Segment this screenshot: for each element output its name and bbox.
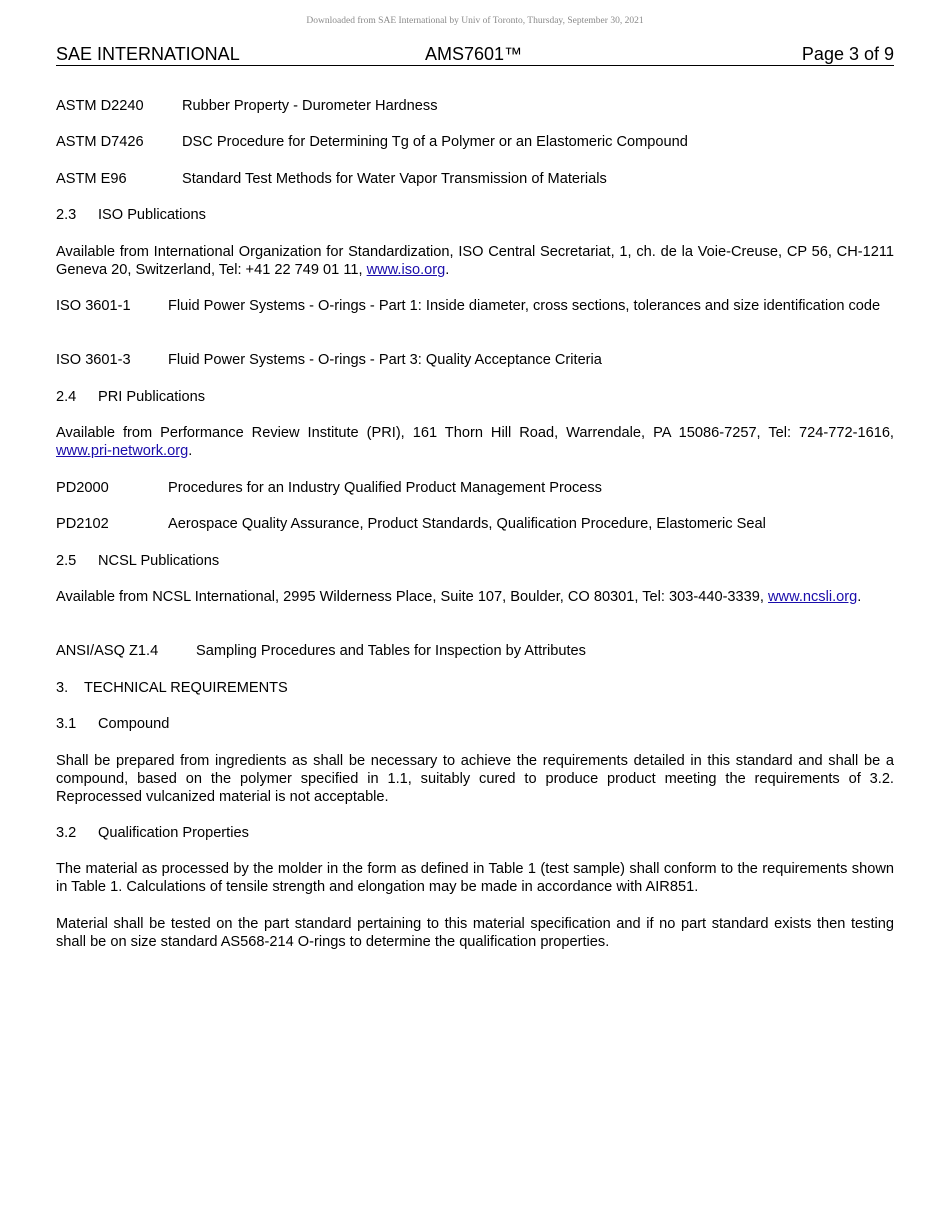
reference-pd2102 (56, 515, 894, 533)
section-number: 3. (56, 680, 69, 696)
section-number: 2.4 (56, 389, 77, 405)
iso-website-link[interactable]: www.iso.org (366, 262, 446, 278)
download-watermark: Downloaded from SAE International by Univ of Toronto, Thursday, September 30, 2021 (306, 16, 644, 26)
reference-code: PD2000 (56, 480, 109, 496)
reference-title: Procedures for an Industry Qualified Product Management Process (168, 480, 602, 496)
qualification-paragraph-1: The material as processed by the molder in the form as defined in Table 1 (test sample) shall conform to the requirements shown in Table 1. Calculations of tensile strength and elongation may be made in accordance with AIR851. (56, 861, 894, 895)
section-title: Qualification Properties (98, 825, 249, 841)
section-heading-qualification-properties (56, 824, 894, 842)
availability-text: Available from International Organization for Standardization, ISO Central Secretariat, 1, ch. de la Voie-Creuse, CP 56, CH-1211 Geneva 20, Switzerland, Tel: +41 22 749 01 11, (56, 244, 894, 278)
qualification-paragraph-2: Material shall be tested on the part standard pertaining to this material specification and if no part standard exists then testing shall be on size standard AS568-214 O-rings to determine the qualification properties. (56, 916, 894, 950)
ncsl-availability-paragraph (56, 588, 894, 606)
reference-pd2000 (56, 479, 894, 497)
section-heading-pri (56, 388, 894, 406)
reference-title: Sampling Procedures and Tables for Inspection by Attributes (196, 643, 586, 659)
section-heading-iso (56, 206, 894, 224)
section-number: 2.5 (56, 553, 77, 569)
reference-code: ASTM D7426 (56, 134, 144, 150)
reference-ansi-asq-z14 (56, 642, 894, 660)
availability-text: Available from NCSL International, 2995 Wilderness Place, Suite 107, Boulder, CO 80301, Tel: 303-440-3339, (56, 589, 769, 605)
section-heading-compound (56, 715, 894, 733)
section-number: 3.1 (56, 716, 77, 732)
page-header (56, 44, 894, 66)
iso-availability-paragraph (56, 243, 894, 279)
reference-title: Rubber Property - Durometer Hardness (182, 98, 438, 114)
reference-title: Fluid Power Systems - O-rings - Part 3: Quality Acceptance Criteria (168, 352, 602, 368)
section-number: 3.2 (56, 825, 77, 841)
period: . (188, 443, 193, 459)
section-heading-technical-requirements (56, 679, 894, 697)
reference-iso-3601-1 (56, 297, 894, 315)
reference-title: Fluid Power Systems - O-rings - Part 1: Inside diameter, cross sections, tolerances and size identification code (168, 298, 881, 314)
period: . (857, 589, 862, 605)
reference-title: DSC Procedure for Determining Tg of a Polymer or an Elastomeric Compound (182, 134, 688, 150)
section-title: TECHNICAL REQUIREMENTS (84, 680, 288, 696)
reference-iso-3601-3 (56, 351, 894, 369)
section-title: NCSL Publications (98, 553, 220, 569)
compound-paragraph: Shall be prepared from ingredients as shall be necessary to achieve the requirements detailed in this standard and shall be a compound, based on the polymer specified in 1.1, suitably cured to produce product meeting the requirements of 3.2. Reprocessed vulcanized material is not acceptable. (56, 753, 894, 805)
pri-availability-paragraph (56, 424, 894, 460)
section-heading-ncsl (56, 552, 894, 570)
reference-code: ISO 3601-1 (56, 298, 131, 314)
section-title: Compound (98, 716, 170, 732)
reference-code: ASTM E96 (56, 171, 127, 187)
reference-astm-d7426 (56, 133, 894, 151)
section-title: PRI Publications (98, 389, 206, 405)
availability-text: Available from Performance Review Institute (PRI), 161 Thorn Hill Road, Warrendale, PA 15086-7257, Tel: 724-772-1616, (56, 425, 894, 441)
reference-code: ASTM D2240 (56, 98, 144, 114)
reference-title: Standard Test Methods for Water Vapor Transmission of Materials (182, 171, 607, 187)
period: . (445, 262, 450, 278)
section-number: 2.3 (56, 207, 77, 223)
ncsl-website-link[interactable]: www.ncsli.org (768, 589, 858, 605)
reference-code: ISO 3601-3 (56, 352, 131, 368)
header-org: SAE INTERNATIONAL (56, 44, 240, 64)
reference-astm-e96 (56, 170, 894, 188)
reference-title: Aerospace Quality Assurance, Product Standards, Qualification Procedure, Elastomeric Seal (168, 516, 766, 532)
reference-astm-d2240 (56, 97, 894, 115)
reference-code: PD2102 (56, 516, 109, 532)
pri-website-link[interactable]: www.pri-network.org (56, 443, 189, 459)
header-doc-id: AMS7601™ (425, 44, 523, 64)
header-page-number: Page 3 of 9 (801, 44, 894, 64)
reference-code: ANSI/ASQ Z1.4 (56, 643, 159, 659)
section-title: ISO Publications (98, 207, 206, 223)
